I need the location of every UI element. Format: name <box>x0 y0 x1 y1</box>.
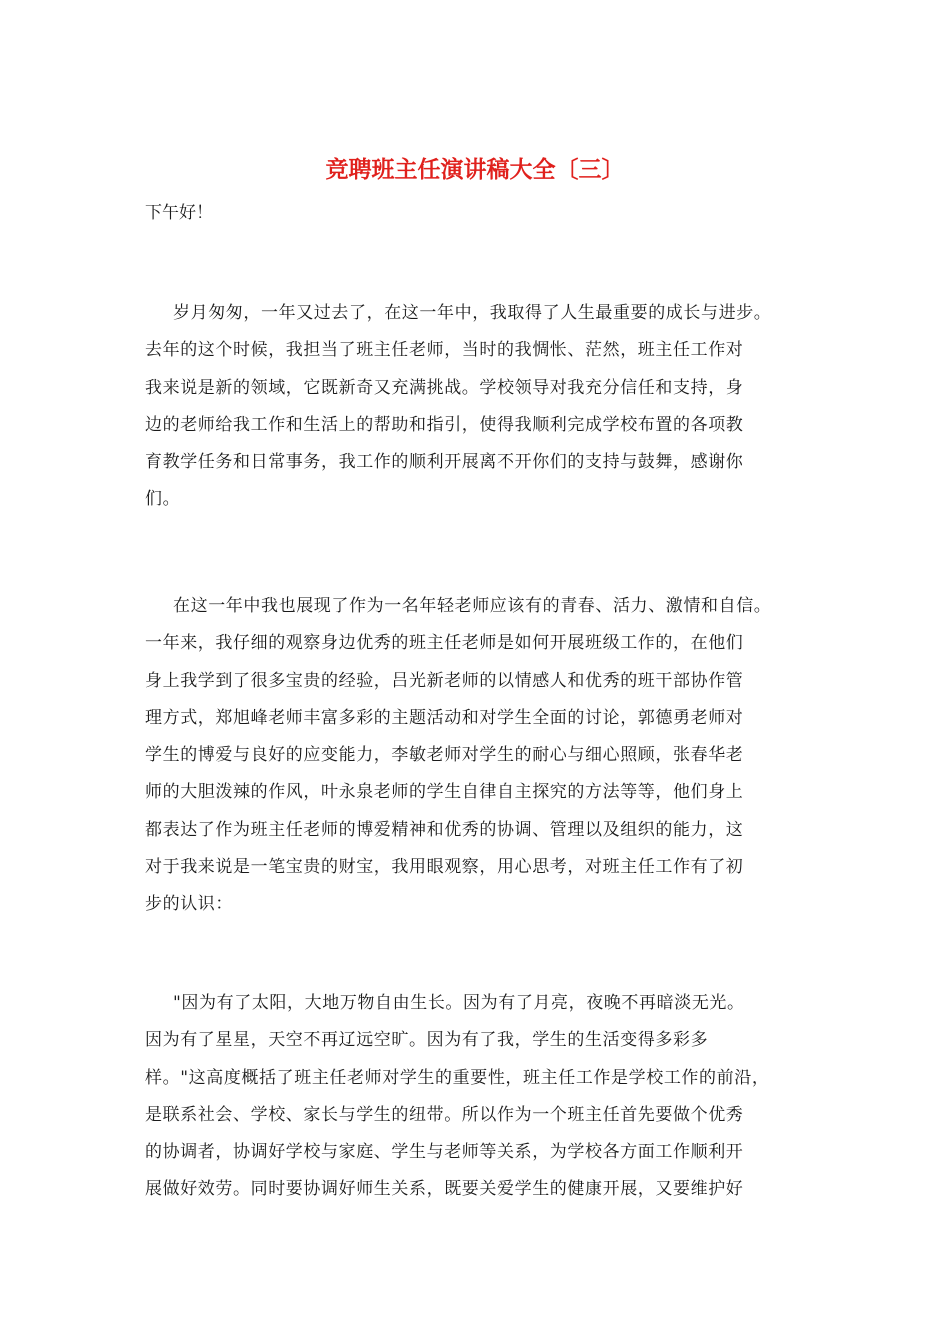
paragraph-line: 们。 <box>145 489 181 510</box>
paragraph-line: "因为有了太阳，大地万物自由生长。因为有了月亮，夜晚不再暗淡无光。 <box>173 993 745 1013</box>
greeting: 下午好！ <box>145 203 213 223</box>
paragraph-line: 样。"这高度概括了班主任老师对学生的重要性，班主任工作是学校工作的前沿， <box>145 1067 770 1088</box>
paragraph-line: 岁月匆匆，一年又过去了，在这一年中，我取得了人生最重要的成长与进步。 <box>173 303 772 323</box>
paragraph-line: 我来说是新的领域，它既新奇又充满挑战。学校领导对我充分信任和支持，身 <box>145 377 744 398</box>
paragraph-line: 学生的博爱与良好的应变能力，李敏老师对学生的耐心与细心照顾，张春华老 <box>145 745 744 766</box>
paragraph-line: 的协调者，协调好学校与家庭、学生与老师等关系，为学校各方面工作顺利开 <box>145 1142 744 1163</box>
paragraph-line: 理方式，郑旭峰老师丰富多彩的主题活动和对学生全面的讨论，郭德勇老师对 <box>145 707 744 728</box>
paragraph-3 <box>145 985 830 1209</box>
paragraph-line: 去年的这个时候，我担当了班主任老师，当时的我惆怅、茫然，班主任工作对 <box>145 340 744 361</box>
paragraph-2 <box>145 588 830 924</box>
paragraph-line: 步的认识： <box>145 894 233 915</box>
paragraph-line: 因为有了星星，天空不再辽远空旷。因为有了我，学生的生活变得多彩多 <box>145 1030 709 1051</box>
paragraph-line: 师的大胆泼辣的作风，叶永泉老师的学生自律自主探究的方法等等，他们身上 <box>145 782 744 803</box>
document-title: 竞聘班主任演讲稿大全〔三〕 <box>325 156 625 183</box>
paragraph-line: 边的老师给我工作和生活上的帮助和指引，使得我顺利完成学校布置的各项教 <box>145 414 744 435</box>
paragraph-line: 一年来，我仔细的观察身边优秀的班主任老师是如何开展班级工作的，在他们 <box>145 633 744 654</box>
paragraph-line: 是联系社会、学校、家长与学生的纽带。所以作为一个班主任首先要做个优秀 <box>145 1104 744 1125</box>
paragraph-1 <box>145 295 830 519</box>
paragraph-line: 育教学任务和日常事务，我工作的顺利开展离不开你们的支持与鼓舞，感谢你 <box>145 452 744 473</box>
paragraph-line: 对于我来说是一笔宝贵的财宝，我用眼观察，用心思考，对班主任工作有了初 <box>145 857 744 878</box>
paragraph-line: 身上我学到了很多宝贵的经验，吕光新老师的以情感人和优秀的班干部协作管 <box>145 670 744 691</box>
paragraph-line: 展做好效劳。同时要协调好师生关系，既要关爱学生的健康开展，又要维护好 <box>145 1179 744 1200</box>
paragraph-line: 都表达了作为班主任老师的博爱精神和优秀的协调、管理以及组织的能力，这 <box>145 819 744 840</box>
paragraph-line: 在这一年中我也展现了作为一名年轻老师应该有的青春、活力、激情和自信。 <box>173 596 772 616</box>
